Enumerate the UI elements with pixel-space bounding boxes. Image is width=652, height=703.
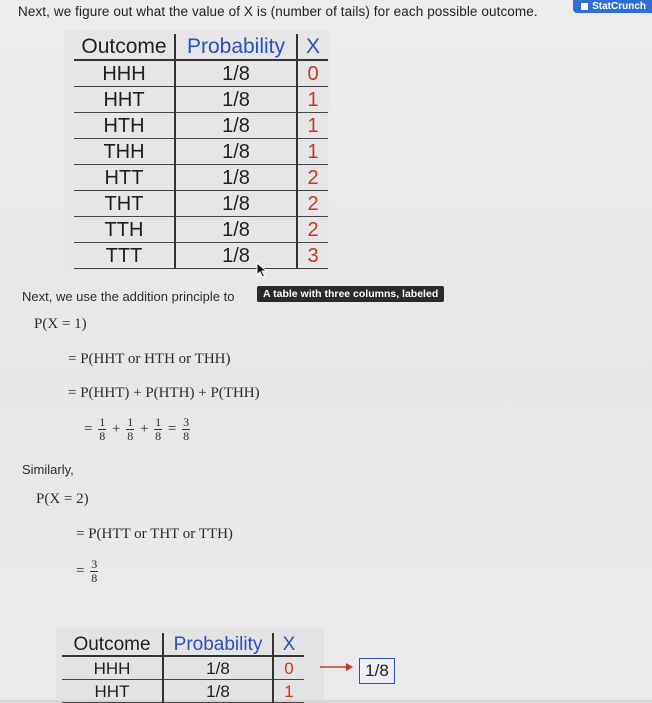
- arrow-right-icon: [320, 660, 356, 674]
- table-row: [74, 60, 328, 87]
- x-cell: 3: [297, 243, 328, 269]
- mapped-probability-box: 1/8: [359, 658, 395, 684]
- column-header-outcome: Outcome: [62, 633, 163, 656]
- statcrunch-label: StatCrunch: [592, 1, 646, 12]
- outcome-cell: HHT: [62, 680, 163, 703]
- x-cell: 2: [297, 217, 328, 243]
- table-row: [74, 217, 328, 243]
- outcome-probability-table: [74, 34, 328, 269]
- probability-cell: 1/8: [163, 656, 273, 680]
- similarly-text: Similarly,: [22, 462, 74, 477]
- table-row: [74, 113, 328, 139]
- x-cell: 2: [297, 191, 328, 217]
- probability-cell: 1/8: [175, 243, 297, 269]
- probability-cell: 1/8: [175, 217, 297, 243]
- table-row: [74, 165, 328, 191]
- p-x-equals-2: P(X = 2): [36, 491, 89, 507]
- column-header-outcome: Outcome: [74, 34, 175, 60]
- p-x-equals-1: P(X = 1): [34, 316, 87, 332]
- outcome-cell: HHH: [74, 60, 175, 87]
- probability-cell: 1/8: [175, 87, 297, 113]
- table-row: [74, 191, 328, 217]
- outcome-cell: TTH: [74, 217, 175, 243]
- outcome-cell: THH: [74, 139, 175, 165]
- column-header-x: X: [273, 633, 304, 656]
- fraction-term: $\frac{1}{8}$: [99, 415, 106, 443]
- fraction-term: $\frac{1}{8}$: [127, 415, 134, 443]
- outcome-cell: HHT: [74, 87, 175, 113]
- column-header-x: X: [297, 34, 328, 60]
- fraction-result: $\frac{3}{8}$: [183, 415, 190, 443]
- outcome-cell: HHH: [62, 656, 163, 680]
- statcrunch-badge[interactable]: [573, 0, 652, 13]
- probability-cell: 1/8: [175, 60, 297, 87]
- p2-step-or: = P(HTT or THT or TTH): [76, 526, 233, 542]
- addition-principle-text: Next, we use the addition principle to: [22, 289, 235, 304]
- x-cell: 1: [297, 113, 328, 139]
- table-row: [62, 680, 304, 703]
- table-row: [74, 87, 328, 113]
- outcome-cell: HTT: [74, 165, 175, 191]
- probability-cell: 1/8: [175, 165, 297, 191]
- p1-step-sum: = P(HHT) + P(HTH) + P(THH): [68, 385, 260, 401]
- intro-text: Next, we figure out what the value of X is (number of tails) for each possible outcome.: [18, 4, 538, 19]
- x-cell: 1: [273, 680, 304, 703]
- table-row: [62, 656, 304, 680]
- mouse-cursor-icon: [256, 262, 268, 278]
- table-row: [74, 139, 328, 165]
- table-row: [74, 243, 328, 269]
- probability-cell: 1/8: [175, 113, 297, 139]
- fraction-term: $\frac{1}{8}$: [155, 415, 162, 443]
- outcome-cell: TTT: [74, 243, 175, 269]
- probability-cell: 1/8: [175, 139, 297, 165]
- column-header-probability: Probability: [175, 34, 297, 60]
- statcrunch-logo-icon: [581, 3, 588, 10]
- fraction-result: $\frac{3}{8}$: [91, 557, 98, 585]
- x-cell: 1: [297, 139, 328, 165]
- mapping-table: [62, 633, 304, 703]
- table-tooltip: A table with three columns, labeled: [257, 286, 444, 302]
- x-cell: 2: [297, 165, 328, 191]
- p1-fraction-sum: = $\frac{1}{8}$ + $\frac{1}{8}$ + $\frac{1}{8}$ = $\frac{3}{8}$: [84, 415, 190, 443]
- outcome-cell: HTH: [74, 113, 175, 139]
- x-cell: 1: [297, 87, 328, 113]
- probability-cell: 1/8: [175, 191, 297, 217]
- x-cell: 0: [297, 60, 328, 87]
- p1-step-or: = P(HHT or HTH or THH): [68, 351, 231, 367]
- probability-cell: 1/8: [163, 680, 273, 703]
- p2-fraction-result: = $\frac{3}{8}$: [76, 557, 98, 585]
- x-cell: 0: [273, 656, 304, 680]
- outcome-cell: THT: [74, 191, 175, 217]
- column-header-probability: Probability: [163, 633, 273, 656]
